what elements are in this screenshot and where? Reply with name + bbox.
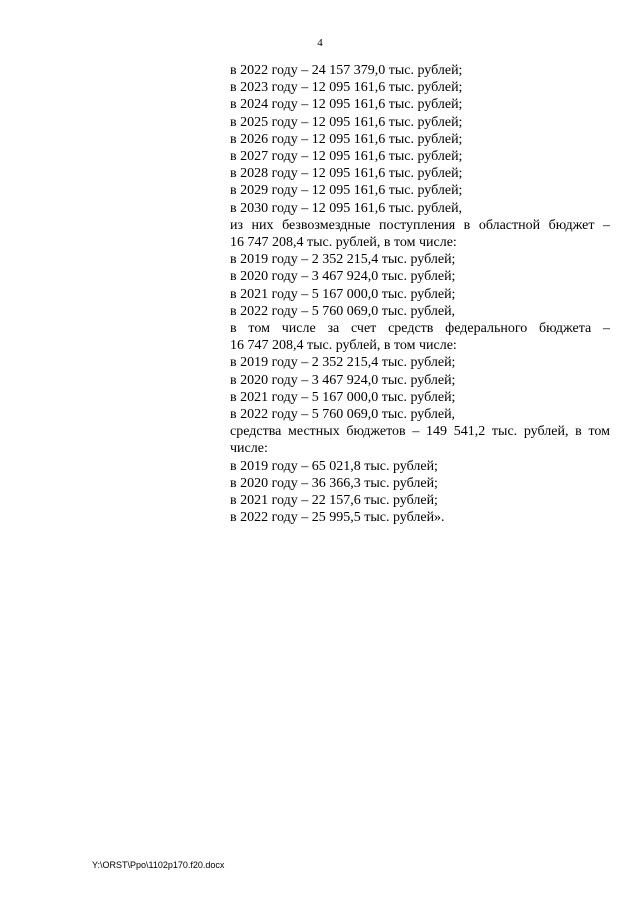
text-line: в 2020 году – 36 366,3 тыс. рублей;: [230, 475, 438, 491]
text-line: в 2020 году – 3 467 924,0 тыс. рублей;: [230, 269, 456, 285]
text-line: в 2022 году – 5 760 069,0 тыс. рублей,: [230, 303, 456, 319]
text-line: числе:: [230, 441, 268, 457]
text-line: средства местных бюджетов – 149 541,2 тыс. рублей, в том: [230, 424, 610, 440]
text-line: в 2026 году – 12 095 161,6 тыс. рублей;: [230, 131, 463, 147]
text-line: в 2028 году – 12 095 161,6 тыс. рублей;: [230, 166, 463, 182]
text-line: в 2019 году – 2 352 215,4 тыс. рублей;: [230, 355, 456, 371]
text-line: в 2022 году – 24 157 379,0 тыс. рублей;: [230, 63, 463, 78]
text-line: в 2019 году – 2 352 215,4 тыс. рублей;: [230, 252, 456, 268]
text-line: в 2022 году – 25 995,5 тыс. рублей».: [230, 510, 445, 526]
footer-file-path: Y:\ORST\Ppo\1102p170.f20.docx: [92, 860, 225, 870]
text-line: в 2030 году – 12 095 161,6 тыс. рублей,: [230, 200, 463, 216]
text-line: в 2025 году – 12 095 161,6 тыс. рублей;: [230, 114, 463, 130]
text-line: в 2024 году – 12 095 161,6 тыс. рублей;: [230, 97, 463, 113]
document-body: [230, 62, 610, 526]
text-line: в 2027 году – 12 095 161,6 тыс. рублей;: [230, 149, 463, 165]
text-line: в 2021 году – 5 167 000,0 тыс. рублей;: [230, 286, 456, 302]
text-line: в 2022 году – 5 760 069,0 тыс. рублей,: [230, 407, 456, 423]
text-line: в 2020 году – 3 467 924,0 тыс. рублей;: [230, 372, 456, 388]
text-line: из них безвозмездные поступления в областной бюджет –: [230, 217, 610, 233]
text-line: 16 747 208,4 тыс. рублей, в том числе:: [230, 235, 457, 251]
text-line: в 2019 году – 65 021,8 тыс. рублей;: [230, 458, 438, 474]
text-line: в 2021 году – 5 167 000,0 тыс. рублей;: [230, 389, 456, 405]
page-number: 4: [317, 37, 323, 49]
text-line: в 2023 году – 12 095 161,6 тыс. рублей;: [230, 80, 463, 96]
text-line: в 2021 году – 22 157,6 тыс. рублей;: [230, 493, 438, 509]
text-line: в 2029 году – 12 095 161,6 тыс. рублей;: [230, 183, 463, 199]
text-line: в том числе за счет средств федерального бюджета –: [230, 321, 610, 337]
text-line: 16 747 208,4 тыс. рублей, в том числе:: [230, 338, 457, 354]
